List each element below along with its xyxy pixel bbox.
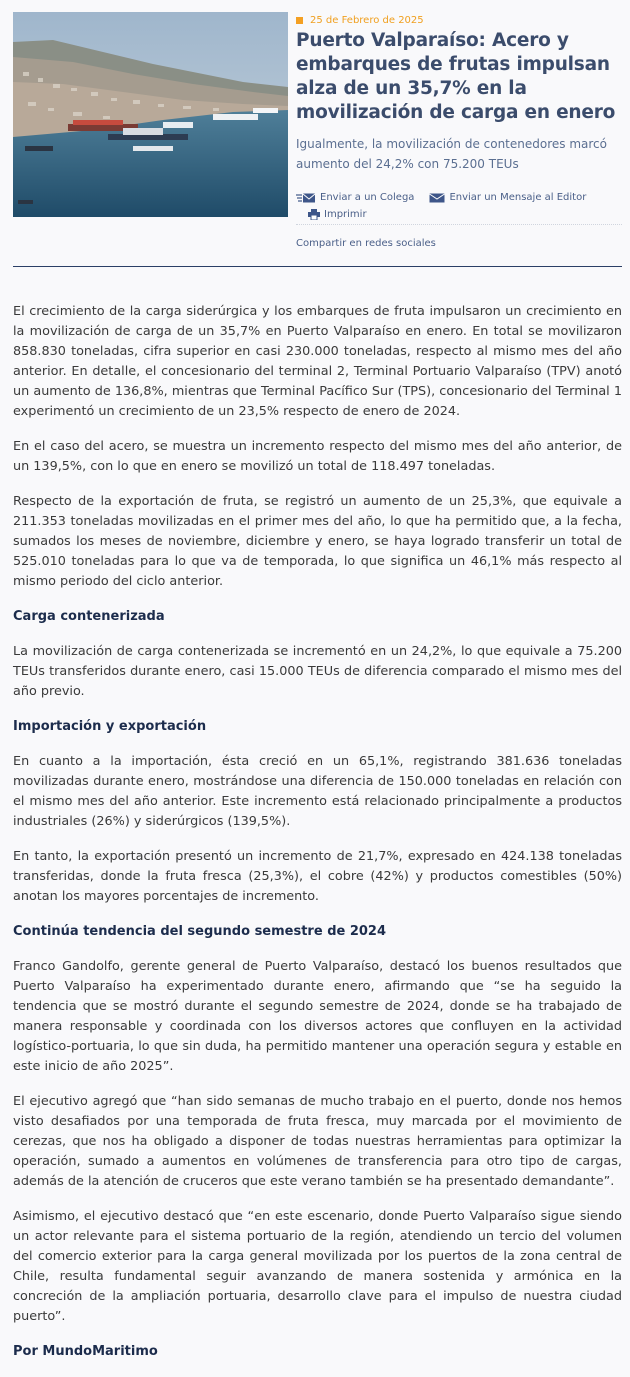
print-link[interactable] xyxy=(308,209,367,220)
send-colleague-link[interactable] xyxy=(296,192,414,203)
section-heading: Continúa tendencia del segundo semestre de 2024 xyxy=(13,924,387,939)
share-separator xyxy=(296,224,622,225)
paragraph: Asimismo, el ejecutivo destacó que “en este escenario, donde Puerto Valparaíso sigue siendo un actor relevante para el sistema portuario de la región, atendiendo un tercio del volumen del comercio exterior para la carga general movilizada por los puertos de la zona central de Chile, resulta fundamental seguir avanzando de manera sostenida y armónica en la concreción de la ampliación portuaria, desarrollo clave para el impulso de nuestra ciudad puerto”. xyxy=(13,1209,622,1324)
printer-icon xyxy=(308,209,320,220)
send-colleague-label: Enviar a un Colega xyxy=(320,192,415,203)
paragraph: En cuanto a la importación, ésta creció en un 65,1%, registrando 381.636 toneladas movilizadas durante enero, mostrándose una diferencia de 150.000 toneladas en relación con el mismo mes del año anterior. Este incremento está relacionado principalmente a productos industriales (26%) y siderúrgicos (139,5%). xyxy=(13,754,622,829)
send-editor-link[interactable] xyxy=(429,192,586,203)
paragraph: La movilización de carga contenerizada se incrementó en un 24,2%, lo que equivale a 75.200 TEUs transferidos durante enero, casi 15.000 TEUs de diferencia comparado el mismo mes del año previo. xyxy=(13,644,622,699)
email-forward-icon xyxy=(296,193,316,203)
article-summary xyxy=(296,13,622,223)
date-marker-icon xyxy=(296,17,303,24)
actions-row xyxy=(296,189,622,206)
paragraph: En tanto, la exportación presentó un incremento de 21,7%, expresado en 424.138 toneladas transferidas, donde la fruta fresca (25,3%), el cobre (42%) y productos comestibles (50%) anotan los mayores porcentajes de incremento. xyxy=(13,849,622,904)
envelope-icon xyxy=(429,193,445,203)
article-header xyxy=(0,0,630,270)
print-row xyxy=(296,206,622,223)
article-date: 25 de Febrero de 2025 xyxy=(310,14,424,26)
article-title: Puerto Valparaíso: Acero y embarques de frutas impulsan alza de un 35,7% en la movilización de carga en enero xyxy=(296,30,616,123)
header-divider xyxy=(13,266,622,267)
article-subtitle: Igualmente, la movilización de contenedores marcó aumento del 24,2% con 75.200 TEUs xyxy=(296,137,607,171)
paragraph: En el caso del acero, se muestra un incremento respecto del mismo mes del año anterior, de un 139,5%, con lo que en enero se movilizó un total de 118.497 toneladas. xyxy=(13,439,622,474)
article-body xyxy=(13,302,622,1377)
share-social-link[interactable]: Compartir en redes sociales xyxy=(296,238,436,249)
section-heading: Carga contenerizada xyxy=(13,609,165,624)
paragraph: El crecimiento de la carga siderúrgica y los embarques de fruta impulsaron un crecimiento en la movilización de carga de un 35,7% en Puerto Valparaíso en enero. En total se movilizaron 858.830 toneladas, cifra superior en casi 230.000 toneladas, respecto al mismo mes del año anterior. En detalle, el concesionario del terminal 2, Terminal Portuario Valparaíso (TPV) anotó un aumento de 136,8%, mientras que Terminal Pacífico Sur (TPS), concesionario del Terminal 1 experimentó un crecimiento de un 23,5% respecto de enero de 2024. xyxy=(13,304,622,419)
paragraph: El ejecutivo agregó que “han sido semanas de mucho trabajo en el puerto, donde nos hemos visto desafiados por una temporada de fruta fresca, muy marcada por el movimiento de cerezas, que nos ha obligado a disponer de todas nuestras herramientas para optimizar la operación, sumado a aumentos en volúmenes de transferencia para otro tipo de cargas, además de la atención de cruceros que este verano también se ha presentado demandante”. xyxy=(13,1094,622,1189)
paragraph: Respecto de la exportación de fruta, se registró un aumento de un 25,3%, que equivale a 211.353 toneladas movilizadas en el primer mes del año, lo que ha permitido que, a la fecha, sumados los meses de noviembre, diciembre y enero, se haya logrado transferir un total de 525.010 toneladas para lo que va de temporada, lo que significa un 46,1% más respecto al mismo periodo del ciclo anterior. xyxy=(13,494,622,589)
port-photo-icon xyxy=(13,12,288,217)
date-row xyxy=(296,13,622,27)
send-editor-label: Enviar un Mensaje al Editor xyxy=(449,192,587,203)
byline: Por MundoMaritimo xyxy=(13,1344,158,1359)
article-photo xyxy=(13,12,288,217)
paragraph: Franco Gandolfo, gerente general de Puerto Valparaíso, destacó los buenos resultados que Puerto Valparaíso ha experimentado durante enero, afirmando que “se ha seguido la tendencia que se mostró durante el segundo semestre de 2024, donde se ha trabajado de manera responsable y coordinada con los diversos actores que confluyen en la actividad logístico-portuaria, lo que sin duda, ha permitido mantener una operación segura y estable en este inicio de año 2025”. xyxy=(13,959,622,1074)
article-actions xyxy=(296,189,622,223)
print-label: Imprimir xyxy=(324,209,367,220)
section-heading: Importación y exportación xyxy=(13,719,207,734)
